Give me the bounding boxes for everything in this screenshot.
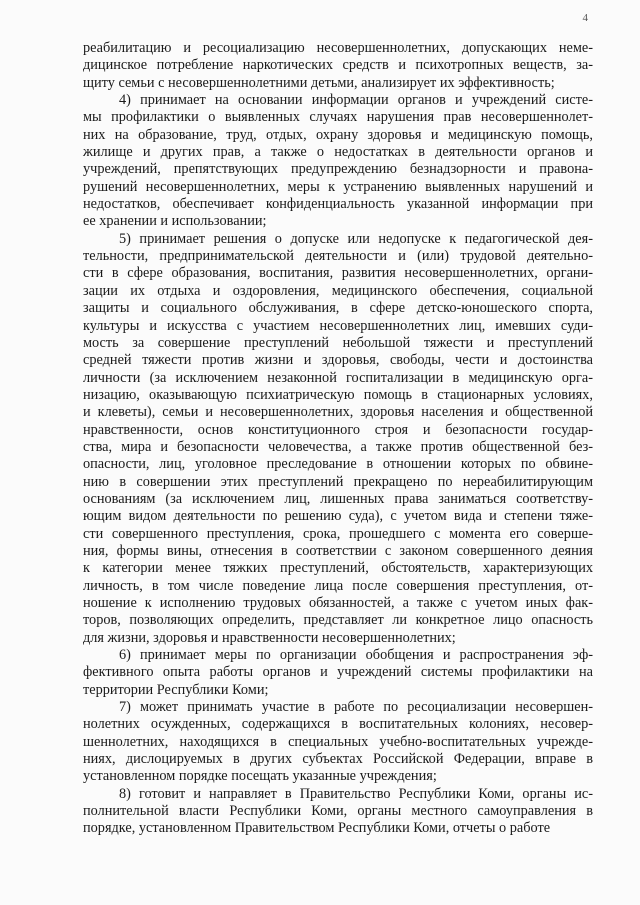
- text-line: ния, формы вины, отнесения в соответствии с законом совершенного деяния: [83, 542, 593, 559]
- text-line: тельности, предпринимательской деятельности и (или) трудовой деятельно-: [83, 248, 593, 265]
- paragraph: [83, 231, 593, 647]
- text-line: зации их отдыха и оздоровления, медицинского обеспечения, социальной: [83, 282, 593, 299]
- page-number: 4: [582, 12, 588, 24]
- text-line: основаниям (за исключением лиц, лишенных права заниматься соответству-: [83, 490, 593, 507]
- text-line: ее хранении и использовании;: [83, 213, 267, 230]
- text-line: средней тяжести против жизни и здоровья, свободы, чести и достоинства: [83, 352, 593, 369]
- text-line: личности (за исключением незаконной госпитализации в медицинскую орга-: [83, 369, 593, 386]
- text-line: установленном порядке посещать указанные учреждения;: [83, 768, 437, 785]
- text-line: учреждений, препятствующих предупреждению безнадзорности и правона-: [83, 161, 593, 178]
- text-line: 5) принимает решения о допуске или недопуске к педагогической дея-: [119, 230, 593, 247]
- text-line: сти совершенного преступления, срока, прошедшего с момента его соверше-: [83, 525, 593, 542]
- text-line: и клеветы), семьи и несовершеннолетних, здоровья населения и общественной: [83, 404, 593, 421]
- text-line: нию в совершении этих преступлений прекращено по нереабилитирующим: [83, 473, 593, 490]
- text-line: рушений несовершеннолетних, меры к устранению выявленных нарушений и: [83, 178, 593, 195]
- text-line: культуры и искусства с участием несовершеннолетних лиц, имевших суди-: [83, 317, 593, 334]
- text-line: 6) принимает меры по организации обобщения и распространения эф-: [119, 647, 593, 664]
- text-line: ниях, дислоцируемых в других субъектах Российской Федерации, вправе в: [83, 751, 593, 768]
- text-line: щиту семьи с несовершеннолетними детьми, анализирует их эффективность;: [83, 74, 555, 91]
- text-line: жилище и других прав, а также о недостатках в деятельности органов и: [83, 144, 593, 161]
- text-line: сти в сфере образования, воспитания, развития несовершеннолетних, органи-: [83, 265, 593, 282]
- text-line: дицинское потребление наркотических средств и психотропных веществ, за-: [83, 57, 593, 74]
- text-line: торов, позволяющих определить, представляет ли конкретное лицо опасность: [83, 612, 593, 629]
- text-line: ства, мира и безопасности человечества, а также против общественной без-: [83, 438, 593, 455]
- text-line: 7) может принимать участие в работе по ресоциализации несовершен-: [119, 699, 593, 716]
- paragraph: [83, 647, 593, 699]
- text-line: защиты и социального обслуживания, в сфере детско-юношеского спорта,: [83, 300, 593, 317]
- paragraph: [83, 699, 593, 786]
- text-line: низацию, оказывающую психиатрическую помощь в стационарных условиях,: [83, 386, 593, 403]
- text-line: нравственности, основ конституционного строя и безопасности государ-: [83, 421, 593, 438]
- text-line: порядке, установленном Правительством Республики Коми, отчеты о работе: [83, 820, 551, 837]
- paragraph: [83, 40, 593, 92]
- text-line: ношение к исполнению трудовых обязанностей, а также с учетом иных фак-: [83, 595, 593, 611]
- text-line: реабилитацию и ресоциализацию несовершеннолетних, допускающих неме-: [83, 40, 593, 56]
- text-line: территории Республики Коми;: [83, 681, 269, 698]
- text-line: 4) принимает на основании информации органов и учреждений систе-: [119, 92, 593, 109]
- text-line: мы профилактики о выявленных случаях нарушения прав несовершеннолет-: [83, 109, 593, 126]
- text-line: фективного опыта работы органов и учреждений системы профилактики на: [83, 664, 593, 681]
- text-line: мость за совершение преступлений небольшой тяжести и преступлений: [83, 334, 593, 351]
- text-line: к категории менее тяжких преступлений, обстоятельств, характеризующих: [83, 560, 593, 577]
- paragraph: [83, 786, 593, 838]
- text-line: нолетних осужденных, содержащихся в воспитательных колониях, несовер-: [83, 716, 593, 733]
- text-line: ющим видом деятельности по решению суда), с учетом вида и степени тяже-: [83, 508, 593, 525]
- text-line: опасности, лиц, уголовное преследование в отношении которых по обвине-: [83, 456, 593, 473]
- text-line: личность, в том числе поведение лица после совершения преступления, от-: [83, 577, 593, 594]
- text-line: недостатков, обеспечивает конфиденциальность указанной информации при: [83, 196, 593, 213]
- text-line: шеннолетних, находящихся в специальных учебно-воспитательных учрежде-: [83, 733, 593, 750]
- text-line: для жизни, здоровья и нравственности несовершеннолетних;: [83, 629, 456, 646]
- paragraph: [83, 92, 593, 231]
- document-body: [83, 40, 593, 838]
- text-line: них на образование, труд, отдых, охрану здоровья и медицинскую помощь,: [83, 126, 593, 143]
- text-line: 8) готовит и направляет в Правительство Республики Коми, органы ис-: [119, 785, 593, 802]
- text-line: полнительной власти Республики Коми, органы местного самоуправления в: [83, 803, 593, 820]
